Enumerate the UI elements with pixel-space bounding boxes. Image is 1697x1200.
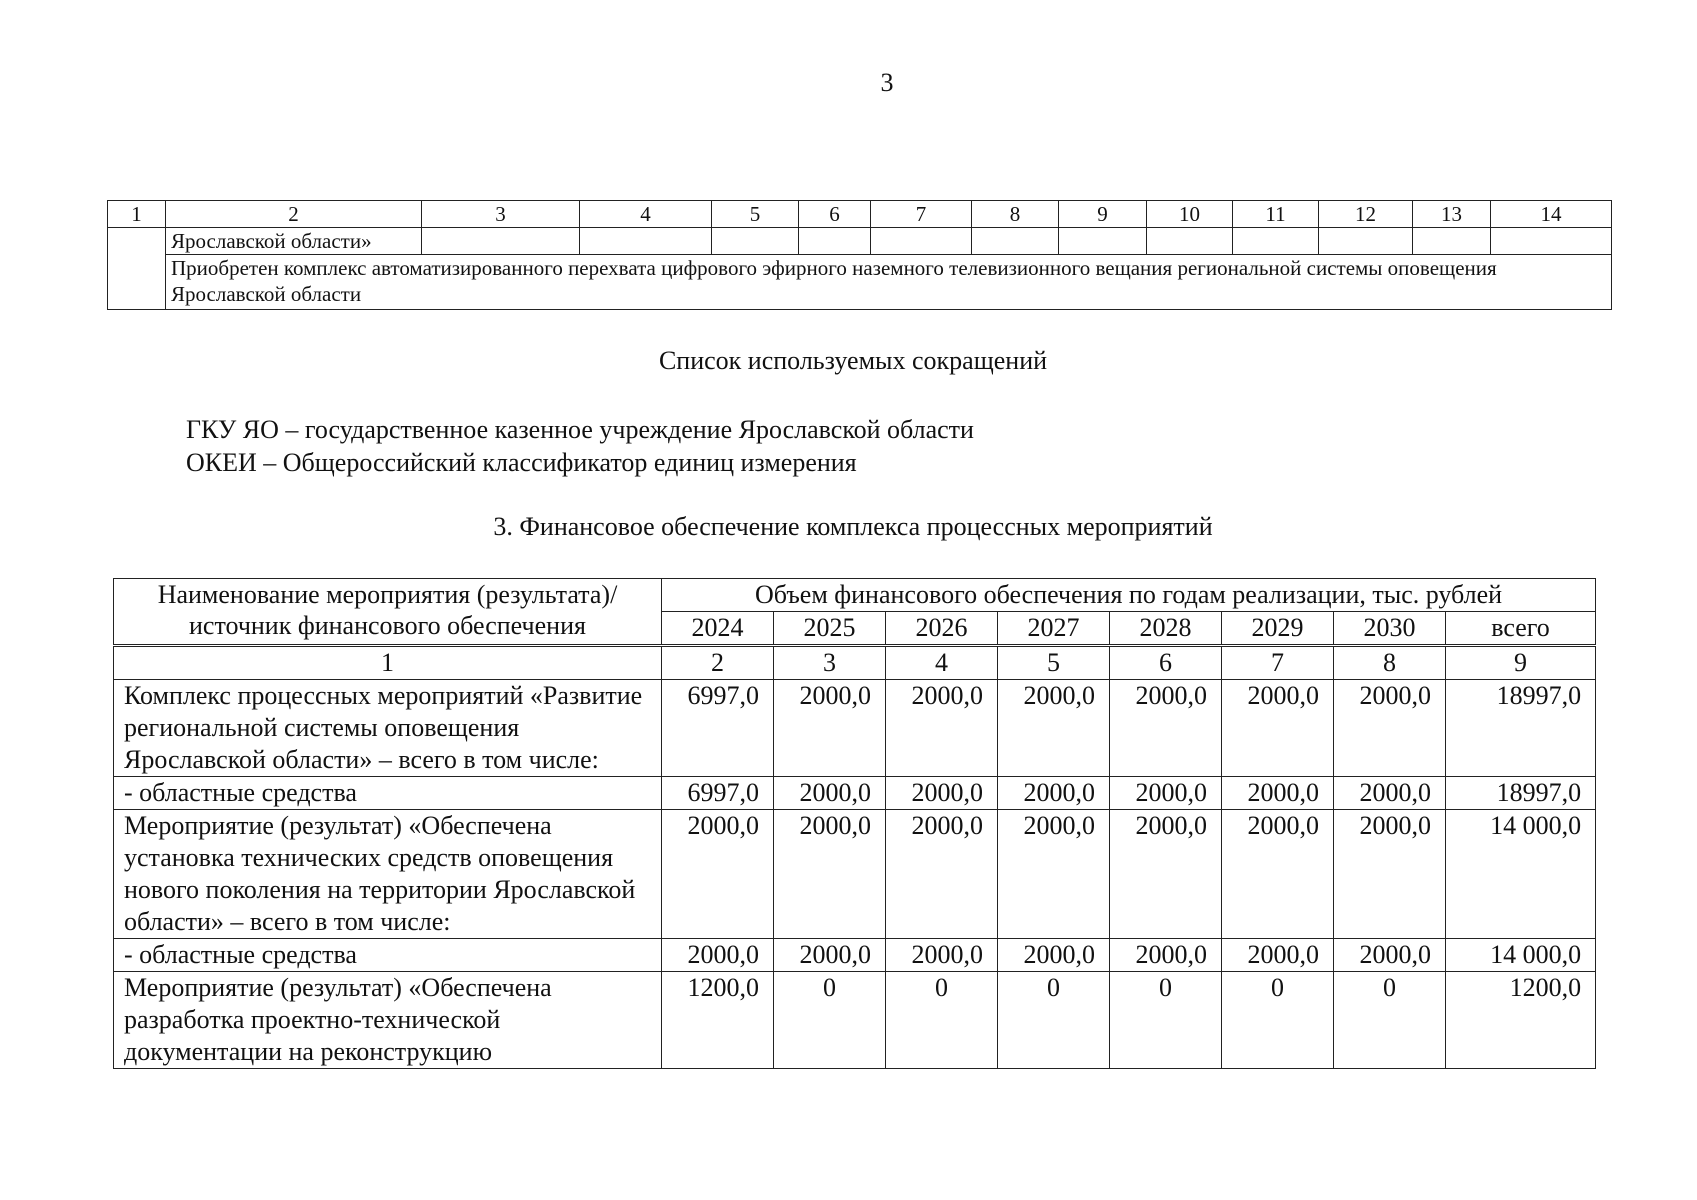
- total-cell: 14 000,0: [1446, 939, 1596, 972]
- column-number: 9: [1059, 201, 1147, 228]
- value-cell: 0: [774, 972, 886, 1069]
- column-number: 4: [580, 201, 712, 228]
- value-cell: 2000,0: [1334, 939, 1446, 972]
- value-cell: 2000,0: [886, 680, 998, 777]
- value-cell: 2000,0: [998, 777, 1110, 810]
- value-cell: 2000,0: [1334, 810, 1446, 939]
- finance-table: [113, 578, 1596, 1069]
- row-name: - областные средства: [114, 777, 662, 810]
- header-name: Наименование мероприятия (результата)/ источник финансового обеспечения: [114, 579, 662, 646]
- column-number: 2: [662, 646, 774, 680]
- column-number: 12: [1319, 201, 1413, 228]
- column-number: 2: [166, 201, 422, 228]
- value-cell: 2000,0: [774, 939, 886, 972]
- cell-text: Ярославской области»: [166, 228, 422, 255]
- column-number: 5: [712, 201, 799, 228]
- column-number: 3: [774, 646, 886, 680]
- value-cell: 0: [886, 972, 998, 1069]
- value-cell: 6997,0: [662, 680, 774, 777]
- value-cell: 2000,0: [1334, 777, 1446, 810]
- continuation-table: [107, 200, 1612, 310]
- value-cell: 2000,0: [1222, 777, 1334, 810]
- column-number: 8: [972, 201, 1059, 228]
- value-cell: 0: [998, 972, 1110, 1069]
- abbreviations-title: Список используемых сокращений: [658, 346, 1048, 375]
- table-row: [114, 939, 1596, 972]
- year-header: 2025: [774, 612, 886, 646]
- value-cell: 2000,0: [886, 810, 998, 939]
- column-number: 1: [114, 646, 662, 680]
- value-cell: 2000,0: [774, 810, 886, 939]
- table-row: [108, 255, 1612, 310]
- value-cell: 2000,0: [1110, 939, 1222, 972]
- column-number: 5: [998, 646, 1110, 680]
- value-cell: 2000,0: [1110, 680, 1222, 777]
- column-number: 6: [799, 201, 871, 228]
- year-header: 2030: [1334, 612, 1446, 646]
- table-row: [114, 777, 1596, 810]
- column-number-row: [114, 646, 1596, 680]
- column-number: 4: [886, 646, 998, 680]
- value-cell: 2000,0: [998, 680, 1110, 777]
- year-header: 2029: [1222, 612, 1334, 646]
- row-name: Мероприятие (результат) «Обеспечена установка технических средств оповещения нового поколения на территории Ярославской области» – всего в том числе:: [114, 810, 662, 939]
- total-header: всего: [1446, 612, 1596, 646]
- table-row: [108, 228, 1612, 255]
- section-title: 3. Финансовое обеспечение комплекса процессных мероприятий: [493, 512, 1213, 541]
- column-number: 1: [108, 201, 166, 228]
- value-cell: 2000,0: [1110, 777, 1222, 810]
- column-number-row: [108, 201, 1612, 228]
- column-number: 3: [422, 201, 580, 228]
- header-row: [114, 579, 1596, 612]
- value-cell: 0: [1110, 972, 1222, 1069]
- total-cell: 18997,0: [1446, 777, 1596, 810]
- column-number: 14: [1491, 201, 1612, 228]
- header-volume: Объем финансового обеспечения по годам реализации, тыс. рублей: [662, 579, 1596, 612]
- value-cell: 0: [1334, 972, 1446, 1069]
- value-cell: 1200,0: [662, 972, 774, 1069]
- total-cell: 18997,0: [1446, 680, 1596, 777]
- value-cell: 2000,0: [886, 939, 998, 972]
- table-row: [114, 810, 1596, 939]
- cell-text: Приобретен комплекс автоматизированного перехвата цифрового эфирного наземного телевизионного вещания региональной системы оповещения Ярославской области: [166, 255, 1612, 310]
- row-name: - областные средства: [114, 939, 662, 972]
- year-header: 2024: [662, 612, 774, 646]
- value-cell: 2000,0: [886, 777, 998, 810]
- total-cell: 14 000,0: [1446, 810, 1596, 939]
- column-number: 8: [1334, 646, 1446, 680]
- column-number: 13: [1413, 201, 1491, 228]
- value-cell: 2000,0: [1222, 939, 1334, 972]
- value-cell: 2000,0: [662, 939, 774, 972]
- value-cell: 2000,0: [774, 777, 886, 810]
- table-row: [114, 680, 1596, 777]
- abbreviation-item: ОКЕИ – Общероссийский классификатор единиц измерения: [186, 448, 857, 477]
- value-cell: 2000,0: [774, 680, 886, 777]
- column-number: 10: [1147, 201, 1233, 228]
- value-cell: 2000,0: [998, 810, 1110, 939]
- value-cell: 2000,0: [1334, 680, 1446, 777]
- value-cell: 0: [1222, 972, 1334, 1069]
- value-cell: 2000,0: [998, 939, 1110, 972]
- column-number: 7: [1222, 646, 1334, 680]
- column-number: 11: [1233, 201, 1319, 228]
- value-cell: 2000,0: [1222, 680, 1334, 777]
- table-row: [114, 972, 1596, 1069]
- page-number: 3: [880, 68, 894, 97]
- column-number: 6: [1110, 646, 1222, 680]
- total-cell: 1200,0: [1446, 972, 1596, 1069]
- value-cell: 6997,0: [662, 777, 774, 810]
- abbreviation-item: ГКУ ЯО – государственное казенное учреждение Ярославской области: [186, 415, 974, 444]
- empty-cell: [108, 228, 166, 310]
- year-header: 2026: [886, 612, 998, 646]
- value-cell: 2000,0: [1110, 810, 1222, 939]
- row-name: Мероприятие (результат) «Обеспечена разработка проектно-технической документации на реконструкцию: [114, 972, 662, 1069]
- value-cell: 2000,0: [662, 810, 774, 939]
- column-number: 9: [1446, 646, 1596, 680]
- row-name: Комплекс процессных мероприятий «Развитие региональной системы оповещения Ярославской области» – всего в том числе:: [114, 680, 662, 777]
- value-cell: 2000,0: [1222, 810, 1334, 939]
- year-header: 2027: [998, 612, 1110, 646]
- column-number: 7: [871, 201, 972, 228]
- year-header: 2028: [1110, 612, 1222, 646]
